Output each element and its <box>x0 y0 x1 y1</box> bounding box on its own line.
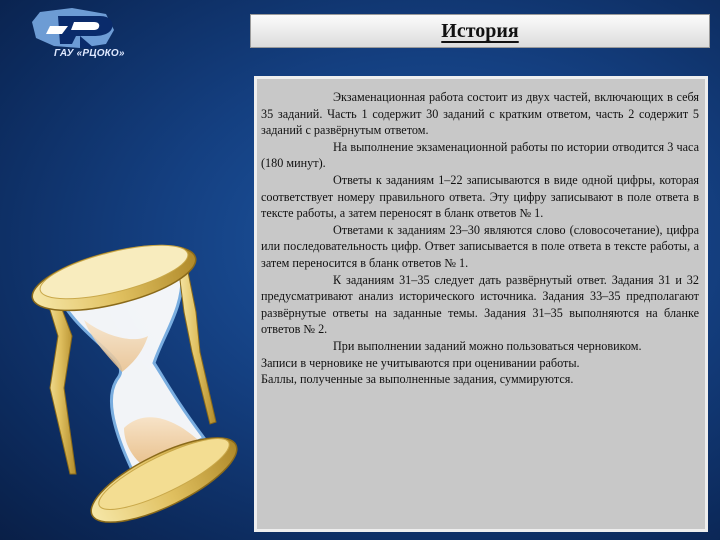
hourglass-illustration <box>14 228 250 528</box>
title-bar <box>250 14 710 48</box>
paragraph-time: На выполнение экзаменационной работы по истории отводится 3 часа (180 минут). <box>261 139 699 171</box>
paragraph-tasks-31-35: К заданиям 31–35 следует дать развёрнутый ответ. Задания 31 и 32 предусматривают анализ исторического источника. Задания 33–35 предполагают развёрнутые ответы на заданные темы. Задания 31–35 выполняются на бланке ответов № 2. <box>261 272 699 337</box>
paragraph-draft-note: Записи в черновике не учитываются при оценивании работы. <box>261 355 580 370</box>
paragraph-answers-23-30: Ответами к заданиям 23–30 являются слово (словосочетание), цифра или последовательность цифр. Ответ записывается в поле ответа в тексте работы, а затем переносится в бланк ответов № 1. <box>261 222 699 270</box>
paragraph-scores: Баллы, полученные за выполненные задания, суммируются. <box>261 372 574 387</box>
hourglass-icon <box>14 228 250 528</box>
logo <box>10 4 150 76</box>
paragraph-answers-1-22: Ответы к заданиям 1–22 записываются в виде одной цифры, которая соответствует номеру правильного ответа. Эту цифру записывают в поле ответа в тексте работы, а затем переносят в бланк ответов № 1. <box>261 172 699 221</box>
logo-text: ГАУ «РЦОКО» <box>54 48 125 59</box>
logo-r-icon <box>10 4 150 76</box>
content-box <box>254 76 708 532</box>
paragraph-structure: Экзаменационная работа состоит из двух частей, включающих в себя 35 заданий. Часть 1 содержит 30 заданий с кратким ответом, часть 2 содержит 5 заданий с развёрнутым ответом. <box>261 90 699 138</box>
paragraph-draft: При выполнении заданий можно пользоваться черновиком. <box>333 338 642 353</box>
page-title: История <box>441 20 519 42</box>
